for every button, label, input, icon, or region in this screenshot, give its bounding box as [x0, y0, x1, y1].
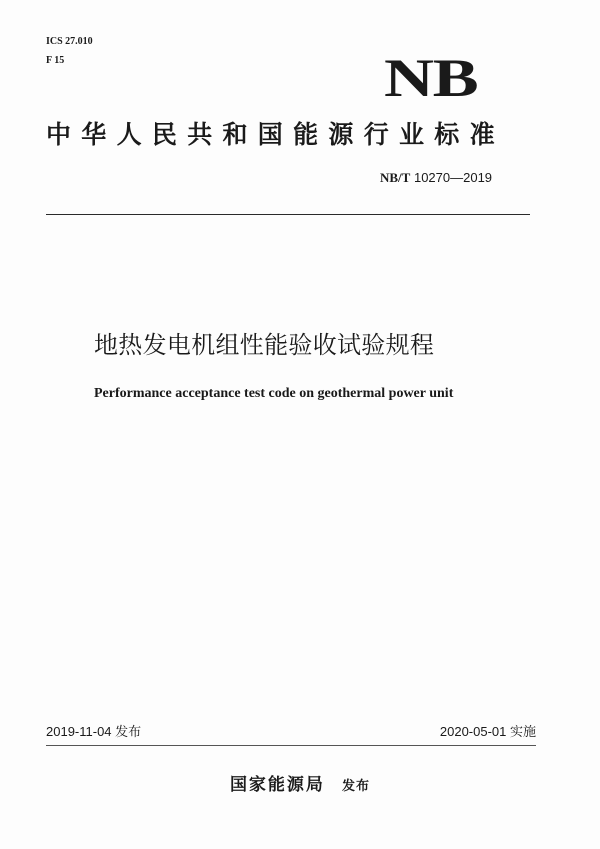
publisher-action: 发布 — [342, 779, 371, 794]
standard-category-title: 中华人民共和国能源行业标准 — [46, 120, 505, 149]
standard-number-value: 10270—2019 — [413, 170, 493, 185]
standard-number — [380, 170, 540, 186]
ics-code: ICS 27.010 — [46, 36, 93, 47]
ccs-code: F 15 — [46, 55, 65, 66]
publisher-organization: 国家能源局 — [229, 775, 325, 795]
issue-date: 2019-11-04 发布 — [46, 724, 142, 739]
implementation-date: 2020-05-01 实施 — [439, 724, 536, 739]
nb-logo: NB — [384, 48, 478, 108]
document-title-chinese: 地热发电机组性能验收试验规程 — [94, 331, 435, 359]
document-title-english: Performance acceptance test code on geothermal power unit — [94, 386, 454, 401]
publisher-line — [0, 770, 600, 795]
header-divider — [46, 214, 530, 215]
standard-number-prefix: NB/T — [380, 170, 411, 185]
footer-divider — [46, 745, 536, 746]
